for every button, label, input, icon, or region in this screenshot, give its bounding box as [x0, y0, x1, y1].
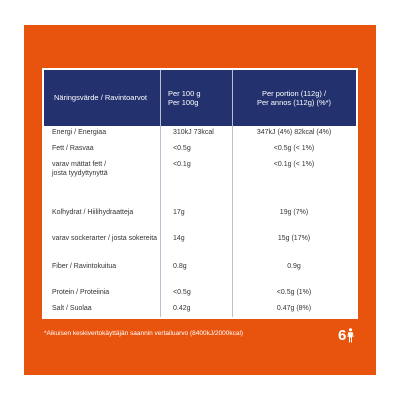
- header-per100-line2: Per 100g: [168, 98, 199, 107]
- row-per100-value: <0.5g: [173, 289, 191, 296]
- header-portion-line2: Per annos (112g) (%*): [256, 98, 332, 107]
- row-nutrient-name: Protein / Proteiinia: [52, 289, 110, 296]
- row-per100-value: 0.42g: [173, 305, 191, 312]
- header-per-100g: [160, 70, 232, 126]
- header-per-portion: [232, 70, 356, 126]
- header-nutrient: Näringsvärde / Ravintoarvot: [54, 93, 147, 103]
- row-nutrient-name: varav sockerarter / josta sokereita: [52, 235, 158, 242]
- person-icon: [347, 328, 354, 343]
- table-row: [44, 304, 356, 313]
- table-row: [44, 288, 356, 297]
- header-portion-line1: Per portion (112g) /: [261, 88, 327, 98]
- row-portion-value: <0.1g (< 1%): [273, 161, 315, 168]
- row-nutrient-name: Kolhydrat / Hiilihydraatteja: [52, 209, 134, 216]
- nutrition-table: [42, 68, 358, 319]
- row-portion-value: 0.9g: [287, 263, 301, 270]
- row-nutrient-name: Fett / Rasvaa: [52, 145, 94, 152]
- column-divider: [232, 70, 233, 317]
- table-row: [44, 128, 356, 137]
- row-nutrient-name-line1: varav mättat fett /: [52, 161, 107, 168]
- table-row: [44, 234, 356, 243]
- row-per100-value: <0.1g: [173, 161, 191, 168]
- column-divider: [160, 70, 161, 317]
- table-row: [44, 208, 356, 217]
- row-portion-value: <0.5g (1%): [276, 289, 312, 296]
- row-per100-value: 14g: [173, 235, 185, 242]
- row-nutrient-name: Salt / Suolaa: [52, 305, 92, 312]
- header-per100-line1: Per 100 g: [168, 88, 201, 98]
- row-portion-value: 19g (7%): [279, 209, 309, 216]
- reference-intake-footnote: *Aikuisen keskivertokäyttäjän saannin vertailuarvo (8400kJ/2000kcal): [44, 330, 244, 337]
- table-row: [44, 160, 356, 178]
- servings-count: 6: [338, 327, 347, 344]
- table-row: [44, 144, 356, 153]
- row-portion-value: 0.47g (8%): [276, 305, 312, 312]
- row-nutrient-name: Energi / Energiaa: [52, 129, 107, 136]
- table-row: [44, 262, 356, 271]
- row-nutrient-name: Fiber / Ravintokuitua: [52, 263, 117, 270]
- servings-indicator: [338, 327, 354, 344]
- row-portion-value: 15g (17%): [277, 235, 311, 242]
- row-per100-value: 310kJ 73kcal: [173, 129, 214, 136]
- row-per100-value: <0.5g: [173, 145, 191, 152]
- row-nutrient-name-line2: josta tyydyttynyttä: [52, 170, 108, 177]
- row-nutrient-name: [44, 160, 160, 178]
- row-portion-value: <0.5g (< 1%): [273, 145, 315, 152]
- table-header: [44, 70, 356, 126]
- row-per100-value: 0.8g: [173, 263, 187, 270]
- row-per100-value: 17g: [173, 209, 185, 216]
- row-portion-value: 347kJ (4%) 82kcal (4%): [256, 129, 332, 136]
